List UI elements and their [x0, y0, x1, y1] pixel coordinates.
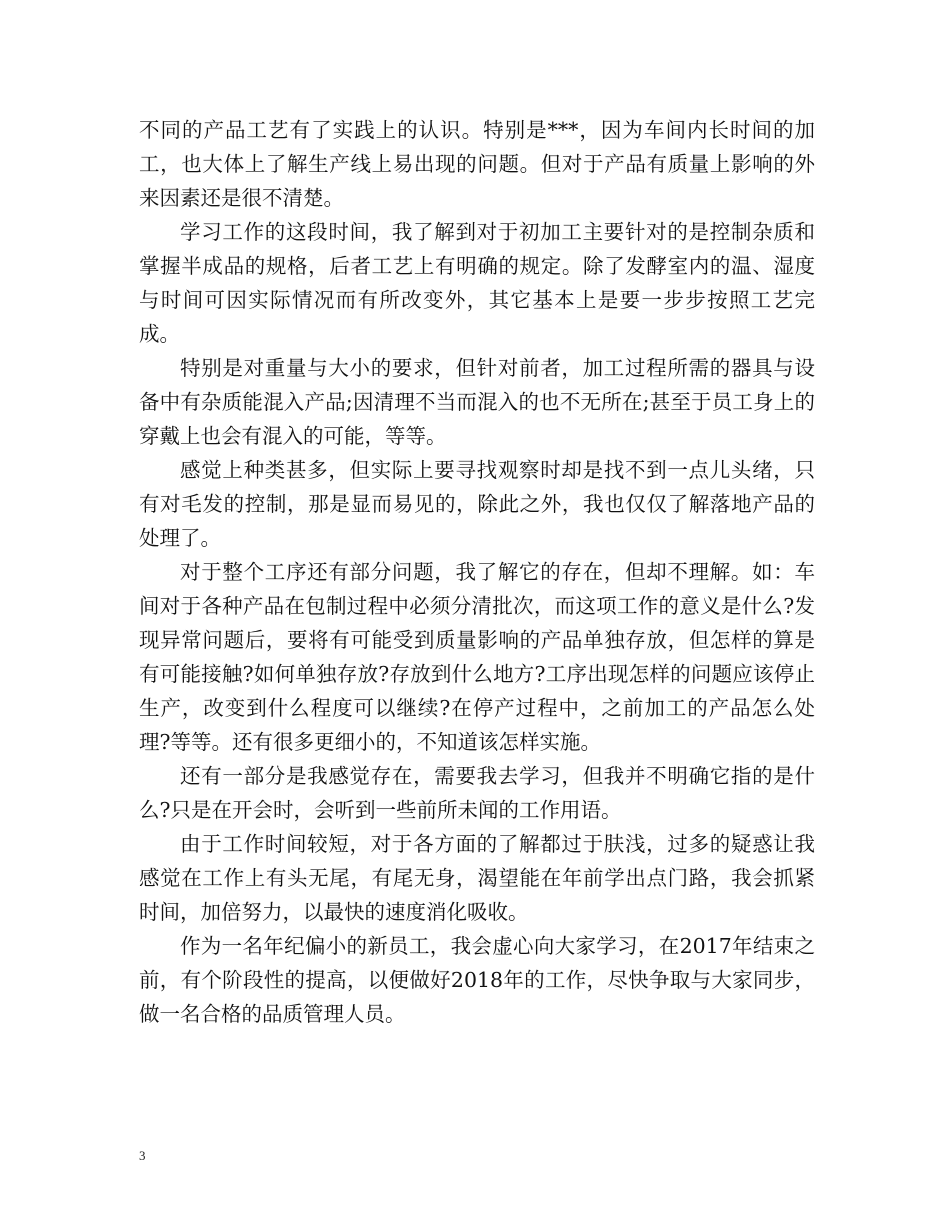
document-body — [139, 113, 815, 1031]
paragraph: 特别是对重量与大小的要求，但针对前者，加工过程所需的器具与设备中有杂质能混入产品;因清理不当而混入的也不无所在;甚至于员工身上的穿戴上也会有混入的可能，等等。 — [139, 356, 815, 448]
paragraph: 作为一名年纪偏小的新员工，我会虚心向大家学习，在2017年结束之前，有个阶段性的提高，以便做好2018年的工作，尽快争取与大家同步，做一名合格的品质管理人员。 — [139, 934, 815, 1026]
paragraph: 由于工作时间较短，对于各方面的了解都过于肤浅，过多的疑惑让我感觉在工作上有头无尾，有尾无身，渴望能在年前学出点门路，我会抓紧时间，加倍努力，以最快的速度消化吸收。 — [139, 832, 815, 924]
paragraph: 感觉上种类甚多，但实际上要寻找观察时却是找不到一点儿头绪，只有对毛发的控制，那是显而易见的，除此之外，我也仅仅了解落地产品的处理了。 — [139, 458, 815, 550]
paragraph-continued: 不同的产品工艺有了实践上的认识。特别是***，因为车间内长时间的加工，也大体上了解生产线上易出现的问题。但对于产品有质量上影响的外来因素还是很不清楚。 — [139, 118, 815, 210]
paragraph: 还有一部分是我感觉存在，需要我去学习，但我并不明确它指的是什么?只是在开会时，会听到一些前所未闻的工作用语。 — [139, 764, 815, 822]
paragraph: 学习工作的这段时间，我了解到对于初加工主要针对的是控制杂质和掌握半成品的规格，后者工艺上有明确的规定。除了发酵室内的温、湿度与时间可因实际情况而有所改变外，其它基本上是要一步步按照工艺完成。 — [139, 220, 815, 346]
page-number: 3 — [139, 1148, 146, 1163]
paragraph: 对于整个工序还有部分问题，我了解它的存在，但却不理解。如：车间对于各种产品在包制过程中必须分清批次，而这项工作的意义是什么?发现异常问题后，要将有可能受到质量影响的产品单独存放，但怎样的算是有可能接触?如何单独存放?存放到什么地方?工序出现怎样的问题应该停止生产，改变到什么程度可以继续?在停产过程中，之前加工的产品怎么处理?等等。还有很多更细小的，不知道该怎样实施。 — [139, 560, 815, 754]
